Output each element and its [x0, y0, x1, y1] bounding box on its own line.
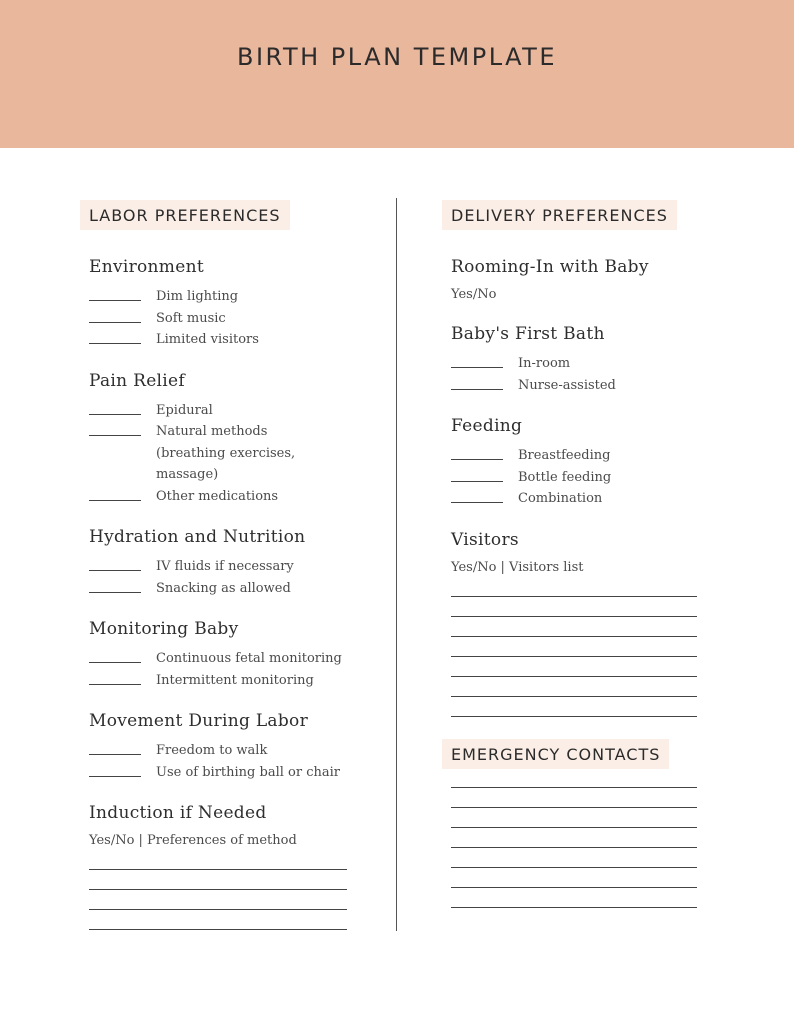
check-blank[interactable]: [89, 662, 141, 663]
write-in-line[interactable]: [451, 907, 697, 908]
check-blank[interactable]: [89, 592, 141, 593]
write-in-line[interactable]: [89, 909, 347, 910]
option-label: Combination: [518, 491, 603, 506]
write-in-line[interactable]: [451, 596, 697, 597]
emergency-contacts-heading: EMERGENCY CONTACTS: [442, 739, 669, 769]
option-row: [451, 488, 707, 510]
option-label: Bottle feeding: [518, 469, 612, 485]
column-divider: [396, 198, 397, 931]
visitors-section: [442, 530, 707, 717]
write-in-line[interactable]: [451, 887, 697, 888]
option-label: Natural methods (breathing exercises, massage): [156, 424, 296, 482]
visitors-note: Yes/No | Visitors list: [451, 559, 584, 575]
write-in-line[interactable]: [451, 676, 697, 677]
monitoring-section: [80, 619, 370, 691]
option-label: Nurse-assisted: [518, 377, 616, 393]
option-row: [89, 308, 370, 330]
option-row: [451, 353, 707, 375]
section-title: Environment: [89, 257, 204, 277]
option-label: Continuous fetal monitoring: [156, 651, 342, 666]
header-banner: [0, 0, 794, 148]
option-label: Epidural: [156, 402, 213, 418]
option-row: [451, 445, 707, 467]
labor-column: [80, 200, 370, 950]
option-row: [89, 670, 370, 692]
check-blank[interactable]: [89, 322, 141, 323]
feeding-section: [442, 416, 707, 510]
option-label: Dim lighting: [156, 289, 239, 304]
option-row: [89, 421, 370, 486]
section-title: Movement During Labor: [89, 711, 309, 731]
section-title: Monitoring Baby: [89, 619, 239, 639]
check-blank[interactable]: [89, 776, 141, 777]
pain-relief-section: [80, 371, 370, 508]
option-label: IV fluids if necessary: [156, 559, 294, 574]
section-title: Baby's First Bath: [451, 324, 605, 344]
option-label: Snacking as allowed: [156, 580, 291, 596]
write-in-line[interactable]: [89, 929, 347, 930]
write-in-line[interactable]: [89, 869, 347, 870]
first-bath-section: [442, 324, 707, 396]
write-in-line[interactable]: [451, 696, 697, 697]
option-label: Other medications: [156, 488, 279, 504]
section-title: Rooming-In with Baby: [451, 257, 649, 277]
rooming-note: Yes/No: [451, 287, 497, 302]
induction-section: [80, 803, 370, 930]
write-in-line[interactable]: [451, 616, 697, 617]
check-blank[interactable]: [89, 500, 141, 501]
labor-preferences-heading: LABOR PREFERENCES: [80, 200, 290, 230]
check-blank[interactable]: [89, 414, 141, 415]
option-row: [451, 375, 707, 397]
induction-note: Yes/No | Preferences of method: [89, 833, 297, 848]
option-row: [89, 400, 370, 422]
option-row: [89, 762, 370, 784]
section-title: Hydration and Nutrition: [89, 527, 306, 547]
write-in-line[interactable]: [451, 787, 697, 788]
option-label: Soft music: [156, 310, 226, 326]
check-blank[interactable]: [451, 481, 503, 482]
option-label: Breastfeeding: [518, 448, 611, 463]
section-title: Induction if Needed: [89, 803, 267, 823]
write-in-line[interactable]: [451, 636, 697, 637]
check-blank[interactable]: [451, 459, 503, 460]
check-blank[interactable]: [89, 300, 141, 301]
option-row: [89, 556, 370, 578]
check-blank[interactable]: [451, 367, 503, 368]
delivery-column: [442, 200, 707, 928]
option-row: [89, 329, 370, 351]
option-label: Limited visitors: [156, 332, 259, 347]
section-title: Feeding: [451, 416, 523, 436]
option-row: [89, 740, 370, 762]
option-row: [89, 486, 370, 508]
write-in-line[interactable]: [89, 889, 347, 890]
option-row: [89, 578, 370, 600]
option-row: [451, 467, 707, 489]
option-row: [89, 648, 370, 670]
write-in-line[interactable]: [451, 656, 697, 657]
option-label: Use of birthing ball or chair: [156, 764, 340, 780]
option-row: [89, 286, 370, 308]
option-label: Intermittent monitoring: [156, 672, 314, 688]
hydration-section: [80, 527, 370, 599]
write-in-line[interactable]: [451, 847, 697, 848]
environment-section: [80, 257, 370, 351]
write-in-line[interactable]: [451, 807, 697, 808]
rooming-in-section: [442, 257, 707, 304]
write-in-line[interactable]: [451, 827, 697, 828]
emergency-contacts-section: [442, 787, 707, 908]
option-label: Freedom to walk: [156, 743, 268, 758]
write-in-line[interactable]: [451, 716, 697, 717]
write-in-line[interactable]: [451, 867, 697, 868]
check-blank[interactable]: [89, 684, 141, 685]
movement-section: [80, 711, 370, 783]
option-label: In-room: [518, 356, 571, 371]
check-blank[interactable]: [89, 754, 141, 755]
check-blank[interactable]: [89, 435, 141, 436]
check-blank[interactable]: [89, 343, 141, 344]
delivery-preferences-heading: DELIVERY PREFERENCES: [442, 200, 677, 230]
check-blank[interactable]: [89, 570, 141, 571]
check-blank[interactable]: [451, 389, 503, 390]
page-title: BIRTH PLAN TEMPLATE: [236, 43, 557, 71]
section-title: Pain Relief: [89, 370, 185, 391]
section-title: Visitors: [451, 529, 519, 550]
check-blank[interactable]: [451, 502, 503, 503]
